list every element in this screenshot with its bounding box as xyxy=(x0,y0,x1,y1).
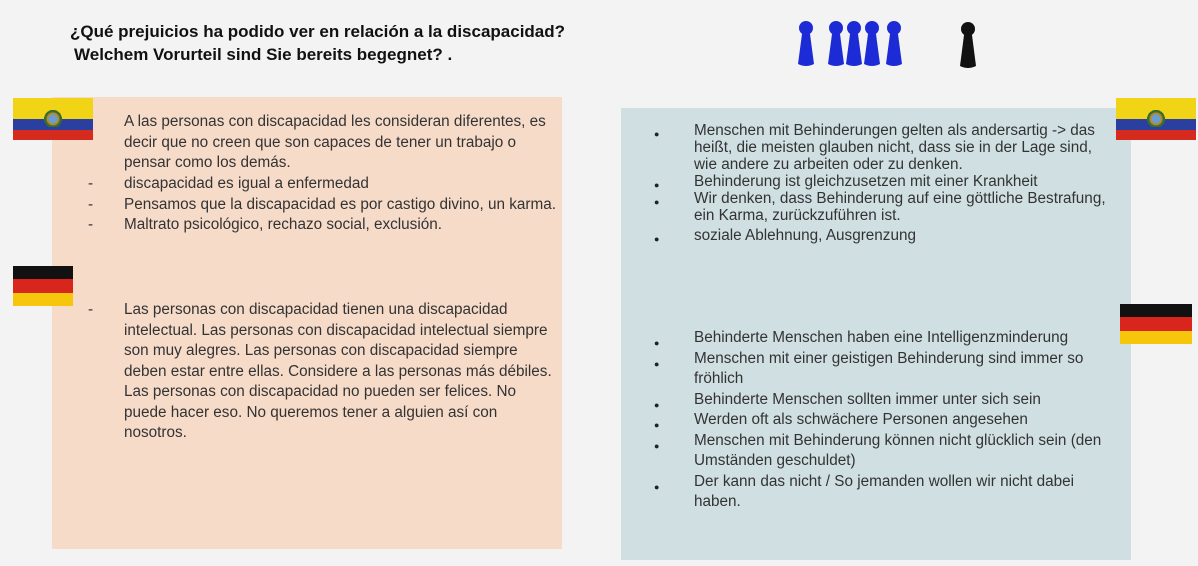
list-item: ● Behinderte Menschen haben eine Intelligenzminderung xyxy=(694,328,1114,349)
pawn-group xyxy=(790,20,990,76)
list-item: ● Menschen mit Behinderungen gelten als andersartig -> das heißt, die meisten glauben nicht, dass sie in der Lage sind, wie andere zu arbeiten oder zu denken. xyxy=(694,122,1114,173)
spanish-intro-text: A las personas con discapacidad les consideran diferentes, es decir que no creen que son capaces de tener un trabajo o pensar como los demás. xyxy=(124,113,546,171)
list-item: ● Menschen mit einer geistigen Behinderung sind immer so fröhlich xyxy=(694,349,1114,390)
ecuador-flag-icon xyxy=(13,98,93,140)
list-item: ● Werden oft als schwächere Personen angesehen xyxy=(694,410,1114,431)
list-item: ● Menschen mit Behinderung können nicht glücklich sein (den Umständen geschuldet) xyxy=(694,431,1114,472)
list-item: ● Behinderte Menschen sollten immer unter sich sein xyxy=(694,390,1114,411)
german-list-ecuador xyxy=(694,122,1114,244)
germany-flag-icon xyxy=(1120,304,1192,344)
slide-title xyxy=(70,20,565,66)
title-german: Welchem Vorurteil sind Sie bereits begegnet? . xyxy=(74,45,453,64)
list-item: ● soziale Ablehnung, Ausgrenzung xyxy=(694,227,1114,244)
pawn-icon xyxy=(794,20,818,68)
germany-flag-icon xyxy=(13,266,73,306)
spanish-list-ecuador xyxy=(124,174,556,236)
list-item: - Las personas con discapacidad tienen una discapacidad intelectual. Las personas con discapacidad intelectual siempre son muy alegres. Las personas con discapacidad siempre deben estar entre ellas. Considere a las personas más débiles. Las personas con discapacidad no pueden ser felices. No puede hacer eso. No queremos tener a alguien así con nosotros. xyxy=(124,300,556,444)
list-item: - discapacidad es igual a enfermedad xyxy=(124,174,556,195)
list-item: ● Behinderung ist gleichzusetzen mit einer Krankheit xyxy=(694,173,1114,190)
pawn-icon xyxy=(860,20,884,68)
spanish-list-germany xyxy=(124,300,556,444)
title-spanish: ¿Qué prejuicios ha podido ver en relación a la discapacidad? xyxy=(70,22,566,41)
ecuador-flag-icon xyxy=(1116,98,1196,140)
list-item: - Maltrato psicológico, rechazo social, exclusión. xyxy=(124,215,556,236)
german-list-germany xyxy=(694,328,1114,513)
pawn-icon xyxy=(882,20,906,68)
list-item: - Pensamos que la discapacidad es por castigo divino, un karma. xyxy=(124,195,556,216)
list-item: ● Der kann das nicht / So jemanden wollen wir nicht dabei haben. xyxy=(694,472,1114,513)
list-item: ● Wir denken, dass Behinderung auf eine göttliche Bestrafung, ein Karma, zurückzuführen ist. xyxy=(694,190,1114,224)
pawn-icon xyxy=(956,20,980,70)
